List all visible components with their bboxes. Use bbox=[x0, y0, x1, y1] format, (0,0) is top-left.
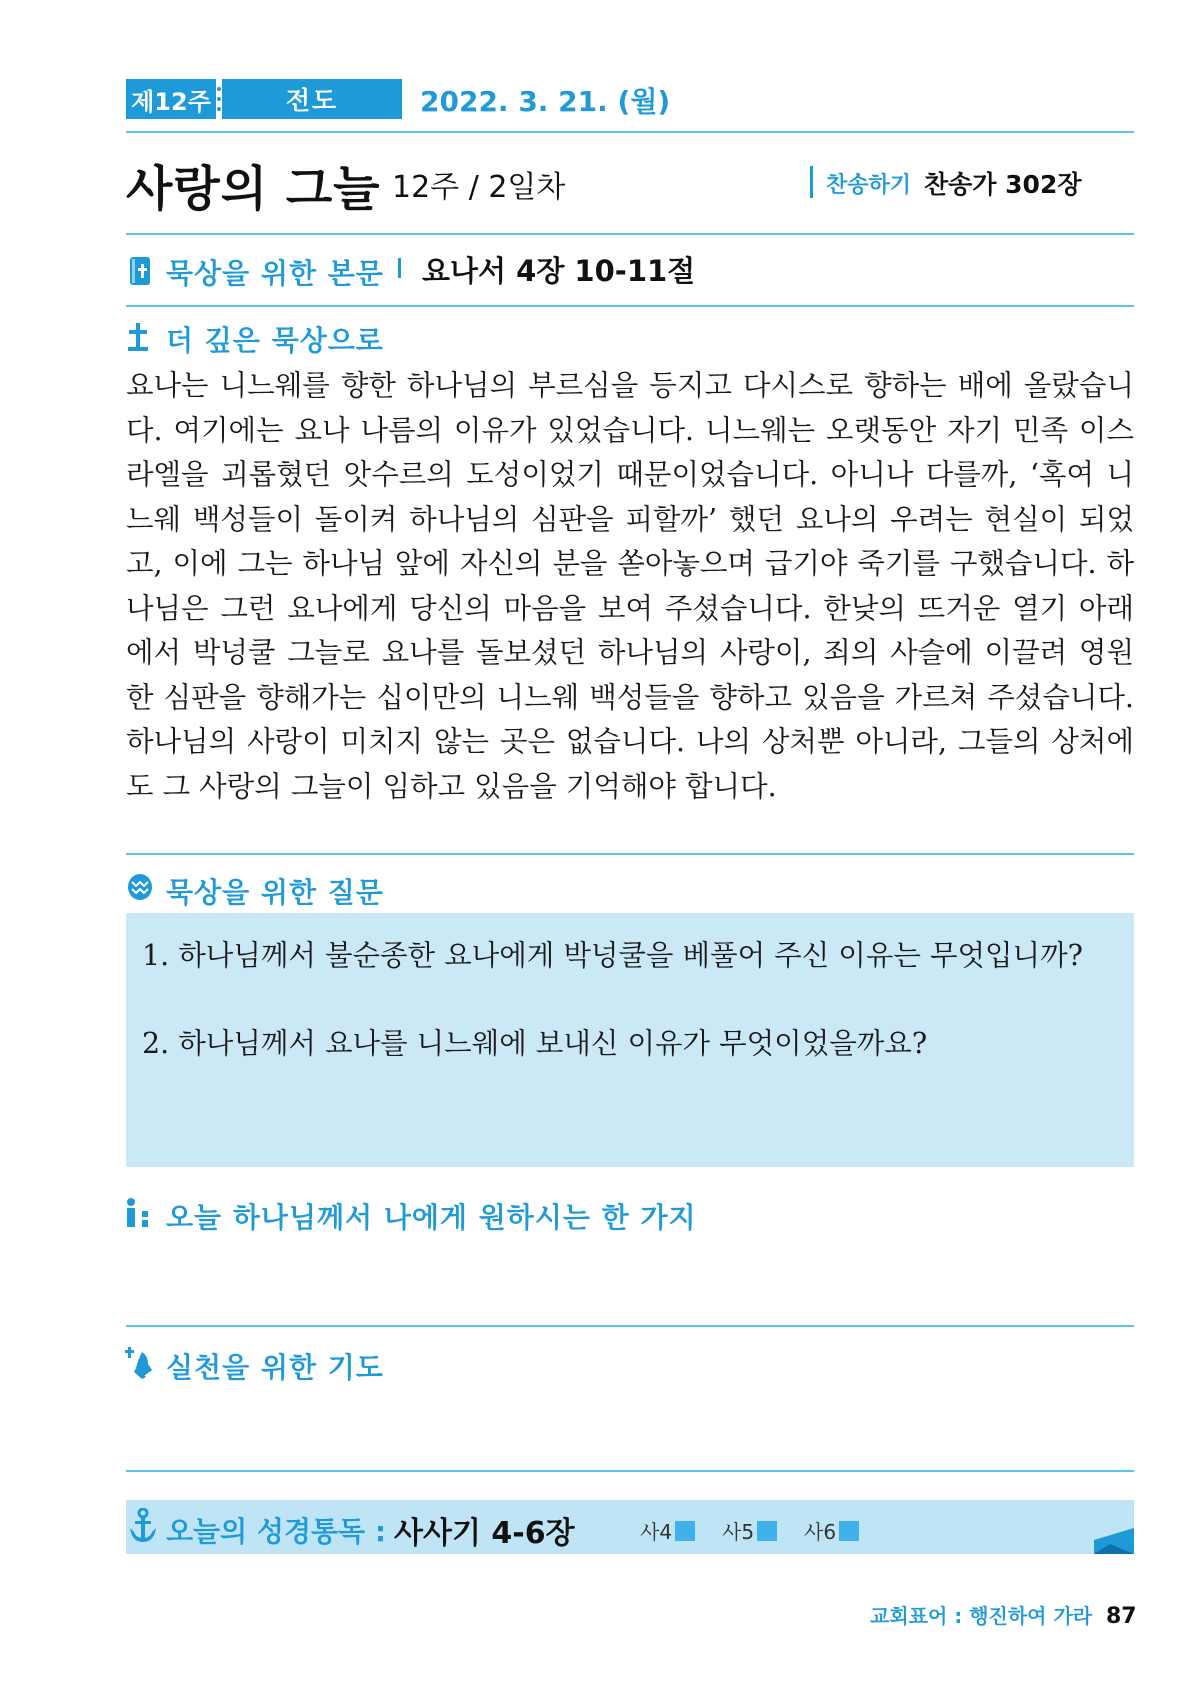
divider bbox=[126, 305, 1134, 307]
prayer-hands-icon bbox=[124, 1346, 154, 1380]
week-divider-dots bbox=[216, 79, 222, 119]
question-item: 1. 하나님께서 불순종한 요나에게 박넝쿨을 베풀어 주신 이유는 무엇입니까? bbox=[142, 939, 1083, 972]
one-thing-label: 오늘 하나님께서 나에게 원하시는 한 가지 bbox=[166, 1201, 697, 1234]
questions-box bbox=[126, 913, 1134, 1167]
reading-check-2[interactable] bbox=[722, 1516, 777, 1545]
divider bbox=[126, 131, 1134, 133]
divider bbox=[126, 233, 1134, 235]
prayer-label: 실천을 위한 기도 bbox=[166, 1351, 384, 1384]
questions-label: 묵상을 위한 질문 bbox=[166, 876, 384, 909]
week-tag bbox=[126, 79, 402, 119]
scripture-divider bbox=[398, 258, 401, 278]
church-motto: 교회표어 : 행진하여 가라 bbox=[870, 1604, 1093, 1628]
page-number: 87 bbox=[1106, 1604, 1137, 1629]
reading-check-label: 사6 bbox=[804, 1520, 837, 1544]
reading-check-3[interactable] bbox=[804, 1516, 859, 1545]
reading-label: 오늘의 성경통독 : bbox=[166, 1515, 387, 1548]
hymn-divider bbox=[810, 166, 813, 198]
meditation-body: 요나는 니느웨를 향한 하나님의 부르심을 등지고 다시스로 향하는 배에 올랐습니다. 여기에는 요나 나름의 이유가 있었습니다. 니느웨는 오랫동안 자기 민족 이스라엘을 괴롭혔던 앗수르의 도성이었기 때문이었습니다. 아니나 다를까, ‘혹여 니느웨 백성들이 돌이켜 하나님의 심판을 피할까’ 했던 요나의 우려는 현실이 되었고, 이에 그는 하나님 앞에 자신의 분을 쏟아놓으며 급기야 죽기를 구했습니다. 하나님은 그런 요나에게 당신의 마음을 보여 주셨습니다. 한낮의 뜨거운 열기 아래에서 박넝쿨 그늘로 요나를 돌보셨던 하나님의 사랑이, 죄의 사슬에 이끌려 영원한 심판을 향해가는 십이만의 니느웨 백성들을 향하고 있음을 가르쳐 주셨습니다. 하나님의 사랑이 미치지 않는 곳은 없습니다. 나의 상처뿐 아니라, 그들의 상처에도 그 사랑의 그늘이 임하고 있음을 기억해야 합니다. bbox=[126, 369, 1134, 803]
scripture-label: 묵상을 위한 본문 bbox=[166, 257, 384, 290]
date: 2022. 3. 21. (월) bbox=[420, 85, 671, 118]
meditation-label: 더 깊은 묵상으로 bbox=[166, 324, 384, 357]
lightbulb-icon bbox=[126, 872, 154, 902]
bible-icon bbox=[128, 256, 152, 286]
page-subtitle: 12주 / 2일차 bbox=[392, 170, 566, 205]
checkbox[interactable] bbox=[675, 1521, 695, 1541]
anchor-icon bbox=[128, 1508, 158, 1544]
info-people-icon bbox=[126, 1198, 152, 1228]
checkbox[interactable] bbox=[757, 1521, 777, 1541]
reading-check-1[interactable] bbox=[640, 1516, 695, 1545]
week-label: 제12주 bbox=[126, 79, 216, 119]
divider bbox=[126, 1470, 1134, 1472]
question-item: 2. 하나님께서 요나를 니느웨에 보내신 이유가 무엇이었을까요? bbox=[142, 1027, 928, 1060]
reading-check-label: 사5 bbox=[722, 1520, 755, 1544]
cross-icon bbox=[126, 322, 150, 352]
divider bbox=[126, 1325, 1134, 1327]
reading-check-label: 사4 bbox=[640, 1520, 673, 1544]
checkbox[interactable] bbox=[839, 1521, 859, 1541]
page-title: 사랑의 그늘 bbox=[126, 161, 381, 217]
reading-value: 사사기 4-6장 bbox=[394, 1516, 575, 1551]
corner-flag-icon bbox=[1094, 1528, 1134, 1554]
theme-label: 전도 bbox=[222, 79, 402, 119]
divider bbox=[126, 853, 1134, 855]
hymn-value: 찬송가 302장 bbox=[924, 170, 1082, 199]
scripture-reference: 요나서 4장 10-11절 bbox=[422, 254, 696, 288]
hymn-label: 찬송하기 bbox=[826, 173, 912, 198]
